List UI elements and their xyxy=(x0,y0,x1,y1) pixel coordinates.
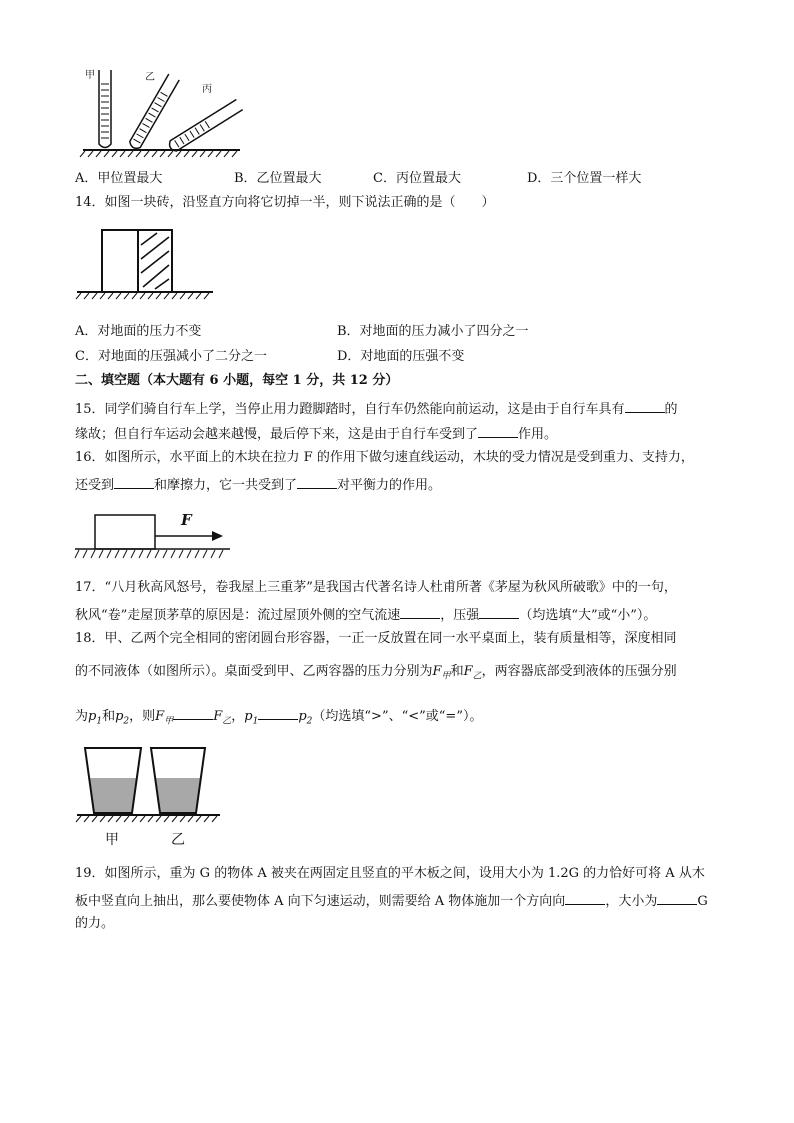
q15-blank-2[interactable] xyxy=(478,424,518,438)
q18-containers-figure xyxy=(75,740,225,855)
q15-blank-1[interactable] xyxy=(625,399,665,413)
q19-line2 xyxy=(75,891,708,910)
q15-line1 xyxy=(75,399,678,418)
q14-option-d: D．对地面的压强不变 xyxy=(337,349,465,364)
q18-blank-1[interactable] xyxy=(173,706,213,720)
q15-text-1b: 的 xyxy=(664,402,678,417)
q18-F-yi-2: $F_乙$ xyxy=(213,709,232,727)
q19-blank-2[interactable] xyxy=(657,891,697,905)
q16-force-label: F xyxy=(181,511,192,529)
q18-F-jia: $F_甲$ xyxy=(432,664,451,682)
q18-line2 xyxy=(75,664,677,685)
q18-F-jia-2: $F_甲$ xyxy=(155,709,174,727)
q15-text-2b: 作用。 xyxy=(518,427,558,442)
q19-text-2c: G xyxy=(697,894,708,909)
q14-brick-figure xyxy=(75,225,215,305)
q16-blank-1[interactable] xyxy=(114,475,154,489)
q15-text-2a: 缘故；但自行车运动会越来越慢，最后停下来，这是由于自行车受到了 xyxy=(75,427,479,442)
q18-label-jia: 甲 xyxy=(105,832,119,848)
section-title: 二、填空题（本大题有 6 小题，每空 1 分，共 12 分） xyxy=(75,373,399,388)
q18-p2: $p_2$ xyxy=(115,709,130,727)
q17-blank-1[interactable] xyxy=(400,605,440,619)
q18-text-2a: 的不同液体（如图所示）。桌面受到甲、乙两容器的压力分别为 xyxy=(75,664,433,679)
q18-text-3c: （均选填“>”、“<”或“=”）。 xyxy=(312,709,483,724)
q18-text-3a: 为 xyxy=(75,709,89,724)
q16-line2 xyxy=(75,475,441,494)
q16-blank-2[interactable] xyxy=(297,475,337,489)
q17-line1: 17．“八月秋高风怒号，卷我屋上三重茅”是我国古代著名诗人杜甫所著《茅屋为秋风所破歌》中的一句， xyxy=(75,580,677,595)
q13-label-bing: 丙 xyxy=(202,84,212,95)
q14-option-b: B．对地面的压力减小了四分之一 xyxy=(337,324,529,339)
q18-p1: $p_1$ xyxy=(88,709,103,727)
q17-line2 xyxy=(75,605,656,624)
q18-blank-2[interactable] xyxy=(258,706,298,720)
q17-text-2b: ，压强 xyxy=(440,608,480,623)
q16-text-2b: 和摩擦力，它一共受到了 xyxy=(154,478,298,493)
q13-label-jia: 甲 xyxy=(85,70,95,81)
q18-text-2b: ，两容器底部受到液体的压强分别 xyxy=(481,664,677,679)
q13-option-c: C．丙位置最大 xyxy=(373,171,461,186)
q15-text-1a: 15．同学们骑自行车上学，当停止用力蹬脚踏时，自行车仍然能向前运动，这是由于自行车具有 xyxy=(75,402,625,417)
q18-line1: 18．甲、乙两个完全相同的密闭圆台形容器，一正一反放置在同一水平桌面上，装有质量相等，深度相同 xyxy=(75,631,677,646)
q17-blank-2[interactable] xyxy=(479,605,519,619)
q17-text-2c: （均选填“大”或“小”）。 xyxy=(519,608,657,623)
q19-text-2b: ，大小为 xyxy=(605,894,658,909)
q13-label-yi: 乙 xyxy=(145,72,155,83)
q16-text-2a: 还受到 xyxy=(75,478,115,493)
q19-blank-1[interactable] xyxy=(565,891,605,905)
q13-option-b: B．乙位置最大 xyxy=(234,171,322,186)
q13-figure xyxy=(75,60,245,160)
q18-label-yi: 乙 xyxy=(171,832,185,848)
q18-F-yi: $F_乙$ xyxy=(463,664,482,682)
q18-line3 xyxy=(75,706,482,730)
q19-line3: 的力。 xyxy=(75,916,115,931)
q18-comma: ， xyxy=(231,709,245,724)
q18-p1-2: $p_1$ xyxy=(244,709,259,727)
q13-option-d: D．三个位置一样大 xyxy=(527,171,642,186)
q15-line2 xyxy=(75,424,557,443)
q18-text-3b: ，则 xyxy=(129,709,156,724)
q16-block-figure xyxy=(75,505,235,565)
q18-he-2: 和 xyxy=(102,709,116,724)
q19-line1: 19．如图所示，重为 G 的物体 A 被夹在两固定且竖直的平木板之间，设用大小为 1.2G 的力恰好可将 A 从木 xyxy=(75,866,705,881)
q13-option-a: A．甲位置最大 xyxy=(75,171,163,186)
q18-p2-2: $p_2$ xyxy=(298,709,313,727)
q16-line1: 16．如图所示，水平面上的木块在拉力 F 的作用下做匀速直线运动，木块的受力情况是受到重力、支持力， xyxy=(75,450,694,465)
q14-option-c: C．对地面的压强减小了二分之一 xyxy=(75,349,267,364)
q16-text-2c: 对平衡力的作用。 xyxy=(337,478,442,493)
q18-he: 和 xyxy=(450,664,464,679)
q14-option-a: A．对地面的压力不变 xyxy=(75,324,202,339)
q14-stem: 14．如图一块砖，沿竖直方向将它切掉一半，则下说法正确的是（ ） xyxy=(75,195,495,210)
q19-text-2a: 板中竖直向上抽出，那么要使物体 A 向下匀速运动，则需要给 A 物体施加一个方向向 xyxy=(75,894,566,909)
q17-text-2a: 秋风“卷”走屋顶茅草的原因是：流过屋顶外侧的空气流速 xyxy=(75,608,401,623)
